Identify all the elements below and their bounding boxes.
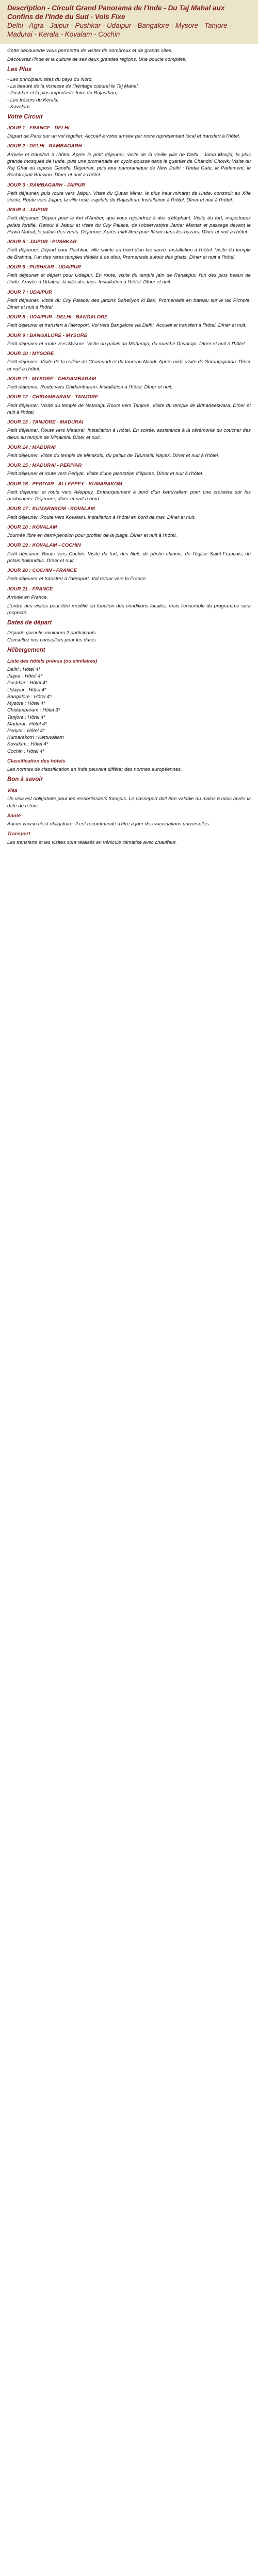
sante-title: Santé — [7, 812, 21, 819]
day-title: JOUR 7 : UDAIPUR — [7, 289, 52, 295]
day-title: JOUR 11 : MYSORE - CHIDAMBARAM — [7, 376, 96, 382]
hotel-item: Periyar : Hôtel 4* — [7, 727, 45, 734]
day-title: JOUR 3 : RAMBAGARH - JAIPUR — [7, 182, 85, 188]
day-description: Petit déjeuner. Route vers Kovalam. Installation à l'hôtel en bord de mer. Dîner et nuit. — [7, 514, 196, 520]
day-description: Petit déjeuner, puis route vers Jaipur. Visite du Qutub Minar, le plus haut minaret de l'Inde, construit au XIIe siècle. Route vers Jaipur, la ville rose, capitale du Rajasthan. Installation à l'hôtel. Dîner et nuit à l'hôtel. — [7, 190, 251, 203]
classification-title: Classification des hôtels — [7, 758, 66, 764]
hotel-item: Chidambaram : Hôtel 3* — [7, 707, 60, 714]
list-item: - Kovalam — [7, 104, 251, 110]
day-description: Petit déjeuner et transfert à l'aéroport. Vol retour vers la France. — [7, 576, 147, 582]
day-title: JOUR 1 : FRANCE - DELHI — [7, 125, 70, 131]
day-title: JOUR 15 : MADURAI - PERIYAR — [7, 463, 82, 469]
day-description: Petit déjeuner. Visite du temple de Minakshi, du palais de Tirumalai Nayak. Dîner et nuit à l'hôtel. — [7, 453, 219, 459]
hotel-item: Udaipur : Hôtel 4* — [7, 687, 46, 693]
hebergement-title: Hébergement — [7, 647, 45, 653]
hotel-item: Bangalore : Hôtel 4* — [7, 693, 52, 700]
day-title: JOUR 13 : TANJORE - MADURAI — [7, 419, 84, 426]
les-plus-list — [7, 76, 251, 110]
content — [0, 44, 258, 846]
day-title: JOUR 20 : COCHIN - FRANCE — [7, 568, 77, 574]
page-subtitle: Delhi - Agra - Jaipur - Pushkar - Udaipur - Bangalore - Mysore - Tanjore - Madurai - Kerala - Kovalam - Cochin — [7, 21, 232, 38]
day-description: Départ de Paris sur un vol régulier. Accueil à votre arrivée par notre représentant local et transfert à l'hôtel. — [7, 133, 240, 140]
day-description: Petit déjeuner. Visite du City Palace, des jardins Saheliyon ki Bari. Promenade en bateau sur le lac Pichola. Dîner et nuit à l'hôtel. — [7, 297, 251, 311]
day-description: Petit déjeuner et transfert à l'aéroport. Vol vers Bangalore via Delhi. Accueil et transfert à l'hôtel. Dîner et nuit. — [7, 323, 247, 329]
day-description: Petit déjeuner et route vers Mysore. Visite du palais du Maharaja, du marché Devaraja. Dîner et nuit à l'hôtel. — [7, 341, 246, 347]
order-note: L'ordre des visites peut être modifié en fonction des conditions locales, mais l'ensemble du programme sera respecté. — [7, 603, 251, 616]
day-title: JOUR 5 : JAIPUR - PUSHKAR — [7, 239, 77, 245]
itinerary — [7, 125, 251, 601]
day-title: JOUR 19 : KOVALAM - COCHIN — [7, 543, 81, 549]
hotel-item: Cochin : Hôtel 4* — [7, 748, 44, 754]
classification-text: Les normes de classification en Inde peuvent différer des normes européennes. — [7, 767, 182, 773]
day-description: Petit déjeuner. Départ pour le fort d'Amber, que vous rejoindrez à dos d'éléphant. Visite du fort, majestueux palais fortifié. Retour à Jaipur et visite du City Palace, de l'observatoire Jantar Mantar et passage devant le Hawa Mahal, le palais des vents. Déjeuner. Après-midi libre pour flâner dans les bazars. Dîner et nuit à l'hôtel. — [7, 215, 251, 235]
day-title: JOUR 4 : JAIPUR — [7, 207, 48, 213]
day-title: JOUR 9 : BANGALORE - MYSORE — [7, 332, 88, 338]
les-plus-title: Les Plus — [7, 66, 32, 73]
list-item: Départs garantis minimum 2 participants — [7, 630, 96, 636]
day-title: JOUR 14 : MADURAI — [7, 444, 56, 450]
page-header — [0, 0, 258, 44]
list-item: - Pushkar et la plus importante foire du Rajasthan, — [7, 90, 251, 96]
day-title: JOUR 17 : KUMARAKOM - KOVALAM — [7, 506, 95, 512]
bon-a-savoir-title: Bon à savoir — [7, 776, 43, 783]
list-item: Consultez nos conseillers pour les dates — [7, 637, 96, 643]
day-description: Journée libre en demi-pension pour profiter de la plage. Dîner et nuit à l'hôtel. — [7, 533, 177, 539]
day-description: Petit déjeuner. Départ pour Pushkar, ville sainte au bord d'un lac sacré. Installation à l'hôtel. Visite du temple de Brahma, l'un des rares temples dédiés à ce dieu. Promenade autour des ghats. Dîner et nuit à l'hôtel. — [7, 247, 251, 260]
day-title: JOUR 8 : UDAIPUR - DELHI - BANGALORE — [7, 314, 108, 320]
day-description: Petit déjeuner. Visite de la colline de Chamundi et du taureau Nandi. Après-midi, visite de Srirangapatna. Dîner et nuit à l'hôtel. — [7, 359, 251, 372]
hotel-item: Delhi : Hôtel 4* — [7, 666, 40, 672]
hotel-item: Jaipur : Hôtel 4* — [7, 673, 43, 680]
hotel-item: Madurai : Hôtel 4* — [7, 721, 47, 727]
day-description: Petit déjeuner et route vers Alleppey. Embarquement à bord d'un kettuvallam pour une croisière sur les backwaters. Déjeuner, dîner et nuit à bord. — [7, 489, 251, 502]
votre-circuit-title: Votre Circuit — [7, 114, 43, 120]
dates-list — [7, 630, 251, 643]
day-title: JOUR 12 : CHIDAMBARAM - TANJORE — [7, 394, 99, 400]
day-title: JOUR 6 : PUSHKAR - UDAIPUR — [7, 264, 81, 270]
day-description: Petit déjeuner et départ pour Udaipur. En route, visite du temple jaïn de Ranakpur, l'un des plus beaux de l'Inde. Arrivée à Udaipur, la ville des lacs. Installation à l'hôtel. Dîner et nuit. — [7, 273, 251, 285]
day-description: Petit déjeuner et route vers Periyar. Visite d'une plantation d'épices. Dîner et nuit à l'hôtel. — [7, 471, 203, 477]
intro-paragraph-2: Découvrez l'Inde et la culture de ses deux grandes régions. Une boucle complète. — [7, 56, 187, 62]
hotel-item: Tanjore : Hôtel 4* — [7, 714, 45, 720]
day-title: JOUR 2 : DELHI - RAMBAGARH — [7, 143, 82, 149]
hotel-item: Mysore : Hôtel 4* — [7, 701, 45, 707]
hotel-item: Kovalam : Hôtel 4* — [7, 741, 49, 748]
hotel-item: Kumarakom : Kettuvallam — [7, 735, 64, 741]
day-title: JOUR 10 : MYSORE — [7, 351, 54, 357]
day-description: Petit déjeuner. Route vers Cochin. Visite du fort, des filets de pêche chinois, de l'église Saint-François, du palais hollandais. Dîner et nuit. — [7, 551, 251, 564]
transport-title: Transport — [7, 831, 30, 837]
day-title: JOUR 21 : FRANCE — [7, 586, 53, 592]
sante-text: Aucun vaccin n'est obligatoire. Il est recommandé d'être à jour des vaccinations universelles. — [7, 821, 211, 827]
list-item: - Les trésors du Kerala, — [7, 97, 251, 104]
intro-paragraph-1: Cette découverte vous permettra de visiter de nombreux et de grands sites. — [7, 47, 173, 54]
day-title: JOUR 18 : KOVALAM — [7, 524, 57, 530]
hotels-list-title: Liste des hôtels prévus (ou similaires) — [7, 658, 98, 664]
page-title: Description - Circuit Grand Panorama de l'Inde - Du Taj Mahal aux Confins de l'Inde du Sud - Vols Fixe — [7, 4, 225, 21]
hotel-item: Pushkar : Hôtel 4* — [7, 680, 47, 686]
day-description: Arrivée en France. — [7, 594, 48, 600]
intro — [7, 47, 251, 63]
day-description: Arrivée et transfert à l'hôtel. Après le petit déjeuner, visite de la vieille ville de Delhi : Jama Masjid, la plus grande mosquée de l'Inde, puis une promenade en cyclo-pousse dans le quartier de Chandni Chowk. Visite du Raj Ghat où repose Gandhi. Déjeuner, puis tour panoramique de New Delhi : l'India Gate, le Parlement, le Rashtrapati Bhawan. Dîner et nuit à l'hôtel. — [7, 151, 251, 178]
dates-title: Dates de départ — [7, 620, 52, 626]
day-title: JOUR 16 : PERIYAR - ALLEPPEY - KUMARAKOM — [7, 481, 122, 487]
visa-text: Un visa est obligatoire pour les ressortissants français. Le passeport doit être valable au moins 6 mois après la date de retour. — [7, 796, 251, 809]
day-description: Petit déjeuner. Route vers Chidambaram. Installation à l'hôtel. Dîner et nuit. — [7, 384, 173, 391]
transport-text: Les transferts et les visites sont réalisés en véhicule climatisé avec chauffeur. — [7, 839, 177, 845]
list-item: - La beauté de la richesse de l'héritage culturel le Taj Mahal, — [7, 83, 251, 90]
visa-title: Visa — [7, 788, 18, 794]
day-description: Petit déjeuner. Visite du temple de Nataraja. Route vers Tanjore. Visite du temple de Brihadeeswara. Dîner et nuit à l'hôtel. — [7, 402, 251, 415]
hotels-list — [7, 666, 251, 755]
list-item: - Les principaux sites du pays du Nord, — [7, 76, 251, 83]
day-description: Petit déjeuner. Route vers Madurai. Installation à l'hôtel. En soirée, assistance à la cérémonie du coucher des dieux au temple de Minakshi. Dîner et nuit. — [7, 428, 251, 440]
